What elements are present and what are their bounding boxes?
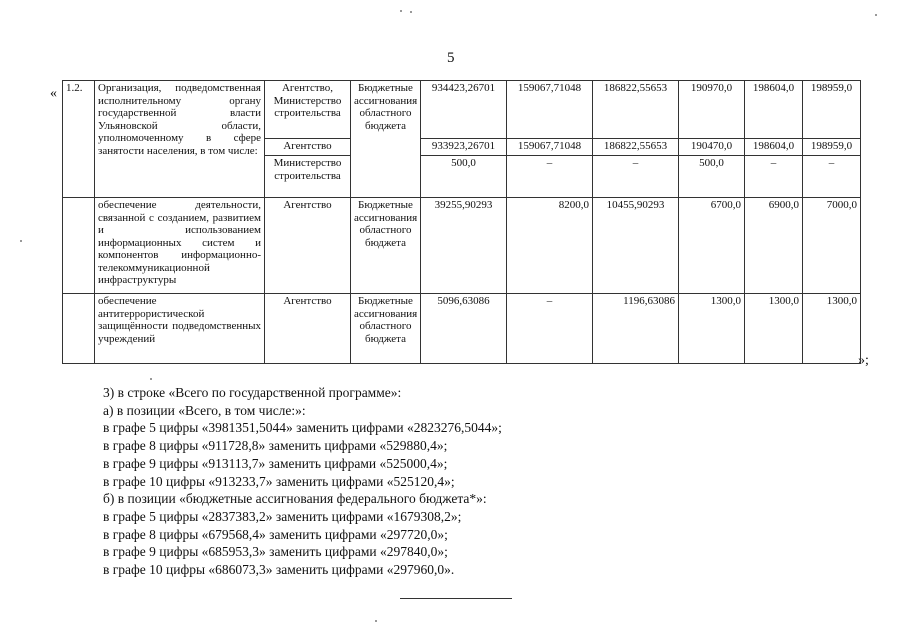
closing-quote: »; — [858, 353, 869, 368]
scan-speck — [150, 378, 152, 380]
row-title: обеспечение деятельности, связанной с созданием, развитием и использованием информационных систем и компонентов информационно-телекоммуникационной инфраструктуры — [95, 198, 265, 294]
value-cell: 8200,0 — [507, 198, 593, 294]
value-cell: 198959,0 — [803, 81, 861, 139]
value-cell: – — [593, 156, 679, 198]
value-cell: 186822,55653 — [593, 81, 679, 139]
funding-source-cell: Бюджетные ассигнования областного бюджета — [351, 294, 421, 364]
text-line: а) в позиции «Всего, в том числе:»: — [103, 402, 306, 418]
text-line: в графе 5 цифры «2837383,2» заменить цифрами «1679308,2»; — [103, 508, 462, 524]
value-cell: 1300,0 — [745, 294, 803, 364]
value-cell: 190470,0 — [679, 139, 745, 156]
text-line: в графе 9 цифры «913113,7» заменить цифрами «525000,4»; — [103, 455, 448, 471]
value-cell: – — [745, 156, 803, 198]
value-cell: 5096,63086 — [421, 294, 507, 364]
value-cell: 198959,0 — [803, 139, 861, 156]
value-cell: 6700,0 — [679, 198, 745, 294]
executor-cell: Агентство — [265, 294, 351, 364]
row-number — [63, 198, 95, 294]
funding-source-cell: Бюджетные ассигнования областного бюджета — [351, 198, 421, 294]
row-title: Организация, подведомственная исполнительному органу государственной власти Ульяновской области, уполномоченному в сфере занятости населения, в том числе: — [95, 81, 265, 198]
scan-speck — [400, 10, 402, 12]
scan-speck — [875, 14, 877, 16]
executor-cell: Министерство строительства — [265, 156, 351, 198]
executor-cell: Агентство, Министерство строительства — [265, 81, 351, 139]
value-cell: 7000,0 — [803, 198, 861, 294]
text-line: в графе 8 цифры «679568,4» заменить цифрами «297720,0»; — [103, 526, 448, 542]
value-cell: 500,0 — [421, 156, 507, 198]
text-line: 3) в строке «Всего по государственной программе»: — [103, 385, 402, 400]
value-cell: 933923,26701 — [421, 139, 507, 156]
funding-source-cell: Бюджетные ассигнования областного бюджета — [351, 81, 421, 198]
value-cell: 186822,55653 — [593, 139, 679, 156]
value-cell: 500,0 — [679, 156, 745, 198]
executor-cell: Агентство — [265, 139, 351, 156]
scan-speck — [20, 240, 22, 242]
scan-speck — [410, 11, 412, 13]
value-cell: 190970,0 — [679, 81, 745, 139]
value-cell: 39255,90293 — [421, 198, 507, 294]
amendment-text — [103, 384, 502, 579]
text-line: в графе 10 цифры «686073,3» заменить цифрами «297960,0». — [103, 562, 455, 578]
value-cell: – — [507, 294, 593, 364]
text-line: в графе 5 цифры «3981351,5044» заменить цифрами «2823276,5044»; — [103, 420, 502, 436]
value-cell: 159067,71048 — [507, 81, 593, 139]
scan-speck — [375, 620, 377, 622]
value-cell: 198604,0 — [745, 81, 803, 139]
value-cell: 1300,0 — [803, 294, 861, 364]
value-cell: 1196,63086 — [593, 294, 679, 364]
value-cell: 159067,71048 — [507, 139, 593, 156]
value-cell: – — [507, 156, 593, 198]
separator-line — [400, 598, 512, 599]
value-cell: 934423,26701 — [421, 81, 507, 139]
value-cell: 6900,0 — [745, 198, 803, 294]
row-number: 1.2. — [63, 81, 95, 198]
table-row — [63, 198, 861, 294]
text-line: в графе 10 цифры «913233,7» заменить цифрами «525120,4»; — [103, 473, 455, 489]
value-cell: 1300,0 — [679, 294, 745, 364]
text-line: в графе 8 цифры «911728,8» заменить цифрами «529880,4»; — [103, 438, 448, 454]
executor-cell: Агентство — [265, 198, 351, 294]
page-number: 5 — [447, 50, 455, 66]
value-cell: 10455,90293 — [593, 198, 679, 294]
row-title: обеспечение антитеррористической защищённости подведомственных учреждений — [95, 294, 265, 364]
row-number — [63, 294, 95, 364]
program-table — [62, 80, 861, 364]
text-line: в графе 9 цифры «685953,3» заменить цифрами «297840,0»; — [103, 544, 448, 560]
value-cell: 198604,0 — [745, 139, 803, 156]
table-row — [63, 294, 861, 364]
opening-quote: « — [50, 86, 57, 101]
value-cell: – — [803, 156, 861, 198]
text-line: б) в позиции «бюджетные ассигнования федерального бюджета*»: — [103, 491, 487, 507]
table-row — [63, 81, 861, 139]
